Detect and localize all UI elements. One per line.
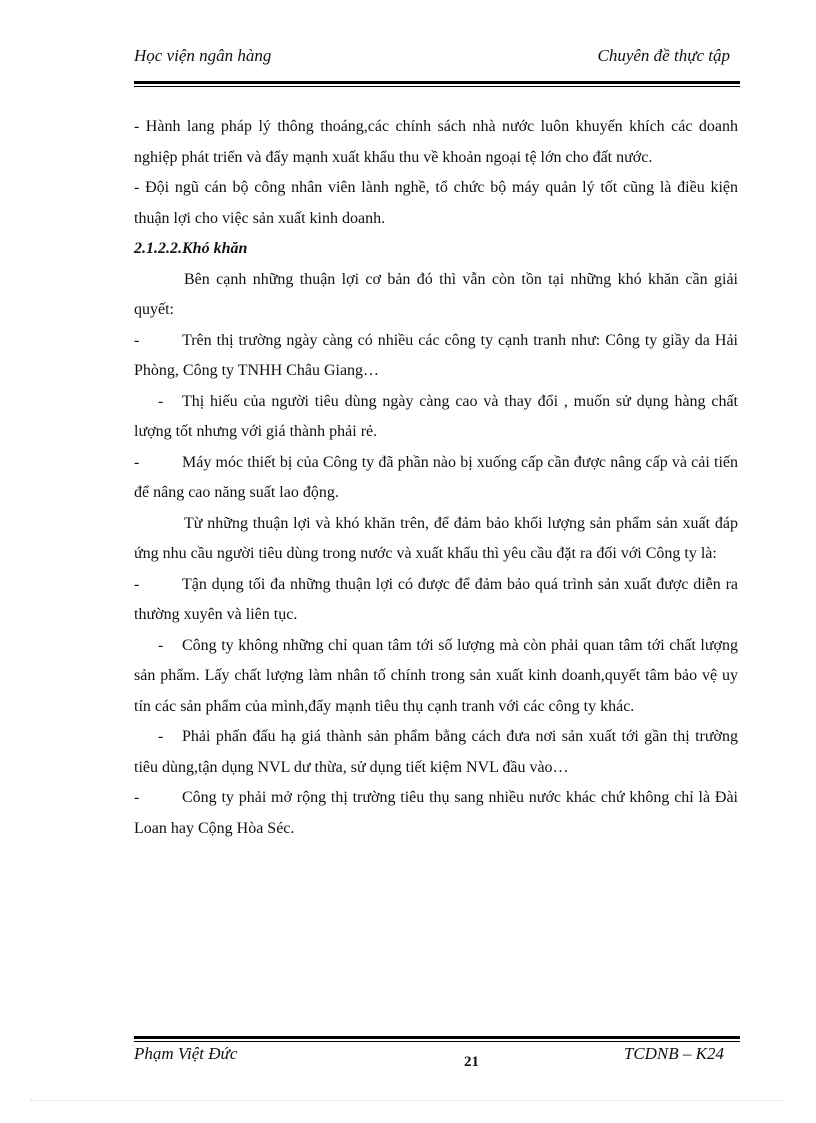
list-dash: - xyxy=(158,392,164,410)
footer-author: Phạm Việt Đức xyxy=(134,1044,238,1063)
list-item-consumer-taste xyxy=(134,387,738,448)
list-dash: - xyxy=(134,575,140,593)
page-bottom-edge xyxy=(30,1100,786,1101)
paragraph-requirements: Từ những thuận lợi và khó khăn trên, để đảm bảo khối lượng sản phẩm sản xuất đáp ứng nhu cầu người tiêu dùng trong nước và xuất khẩu thì yêu cầu đặt ra đối với Công ty là: xyxy=(134,514,738,562)
footer-rule-thin xyxy=(134,1041,740,1042)
list-dash: - xyxy=(134,331,140,349)
page-number: 21 xyxy=(464,1054,479,1070)
list-item-text: Thị hiếu của người tiêu dùng ngày càng cao và thay đổi , muốn sử dụng hàng chất lượng tốt nhưng với giá thành phải rẻ. xyxy=(134,392,738,440)
list-item-text: Máy móc thiết bị của Công ty đã phần nào bị xuống cấp cần được nâng cấp và cải tiến để nâng cao năng suất lao động. xyxy=(134,453,738,501)
footer-class-code: TCDNB – K24 xyxy=(623,1044,724,1063)
list-dash: - xyxy=(134,789,140,806)
list-dash: - xyxy=(158,636,164,654)
header-rule-thick xyxy=(134,81,740,84)
list-item-machinery xyxy=(134,448,738,509)
list-item-leverage xyxy=(134,570,738,631)
list-item-competition xyxy=(134,326,738,387)
list-item-text: Trên thị trường ngày càng có nhiều các công ty cạnh tranh như: Công ty giầy da Hải Phòng, Công ty TNHH Châu Giang… xyxy=(134,331,738,379)
list-item-text: Công ty phải mở rộng thị trường tiêu thụ sang nhiều nước khác chứ không chỉ là Đài Loan hay Cộng Hòa Séc. xyxy=(134,789,738,837)
footer-rule-thick xyxy=(134,1036,740,1039)
section-heading: 2.1.2.2.Khó khăn xyxy=(134,240,248,257)
page-footer xyxy=(134,1044,740,1074)
paragraph-3: Bên cạnh những thuận lợi cơ bản đó thì vẫn còn tồn tại những khó khăn cần giải quyết: xyxy=(134,270,738,318)
header-institution: Học viện ngân hàng xyxy=(134,46,272,65)
header-document-type: Chuyên đề thực tập xyxy=(597,46,730,65)
list-dash: - xyxy=(134,453,140,471)
list-item-text: Công ty không những chỉ quan tâm tới số lượng mà còn phải quan tâm tới chất lượng sản phẩm. Lấy chất lượng làm nhân tố chính trong sản xuất kinh doanh,quyết tâm bảo vệ uy tín các sản phẩm của mình,đẩy mạnh tiêu thụ cạnh tranh với các công ty khác. xyxy=(134,636,738,715)
header-rule-thin xyxy=(134,86,740,87)
paragraph-1: - Hành lang pháp lý thông thoáng,các chính sách nhà nước luôn khuyến khích các doanh nghiệp phát triển và đẩy mạnh xuất khẩu thu về khoản ngoại tệ lớn cho đất nước. xyxy=(134,118,738,166)
page-header xyxy=(134,46,740,72)
list-item-text: Tận dụng tối đa những thuận lợi có được để đảm bảo quá trình sản xuất được diễn ra thường xuyên và liên tục. xyxy=(134,575,738,623)
list-item-quality xyxy=(134,631,738,723)
list-item-expansion xyxy=(134,783,738,844)
list-item-cost xyxy=(134,722,738,783)
list-dash: - xyxy=(158,728,164,745)
page-body xyxy=(134,112,738,844)
paragraph-2: - Đội ngũ cán bộ công nhân viên lành nghề, tổ chức bộ máy quản lý tốt cũng là điều kiện thuận lợi cho việc sản xuất kinh doanh. xyxy=(134,179,738,227)
list-item-text: Phải phấn đấu hạ giá thành sản phẩm bằng cách đưa nơi sản xuất tới gần thị trường tiêu dùng,tận dụng NVL dư thừa, sử dụng tiết kiệm NVL đầu vào… xyxy=(134,728,738,776)
